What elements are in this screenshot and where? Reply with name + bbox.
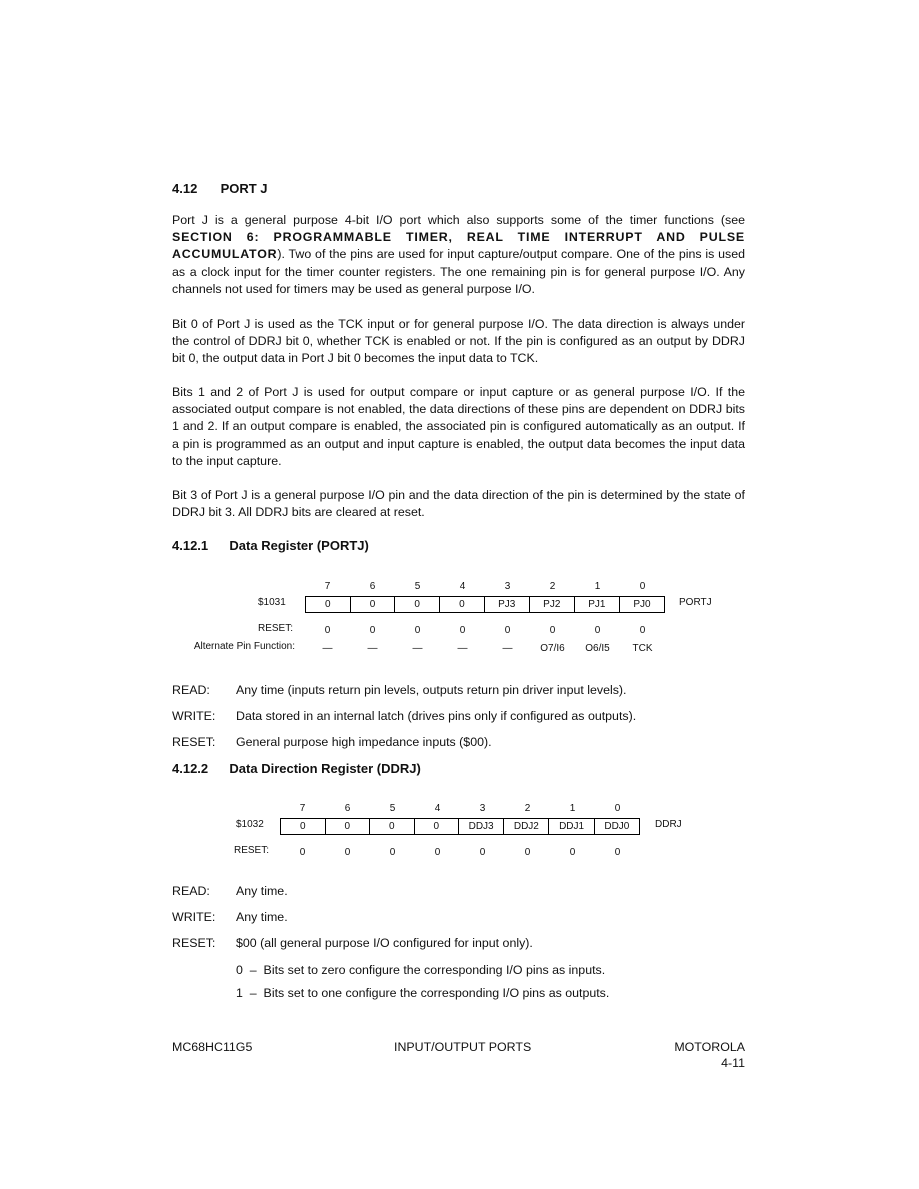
reset-value: 0	[614, 847, 621, 858]
portj-read-text: Any time (inputs return pin levels, outputs return pin driver input levels).	[236, 683, 627, 697]
bit-number: 2	[549, 581, 556, 592]
portj-write-text: Data stored in an internal latch (drives pins only if configured as outputs).	[236, 709, 637, 723]
section-number: 4.12	[172, 181, 198, 196]
alternate-function: —	[502, 643, 513, 654]
paragraph-intro-post: ). Two of the pins are used for input capture/output compare. One of the pins is used as a clock input for the timer counter registers. The one remaining pin is for general purpose I/O. Any channels not used for timers may be used as general purpose I/O.	[172, 247, 745, 296]
ddrj-read-label: READ:	[172, 884, 210, 898]
alternate-function: —	[322, 643, 333, 654]
portj-write-label: WRITE:	[172, 709, 216, 723]
bit-number: 1	[594, 581, 601, 592]
portj-register-name: PORTJ	[679, 597, 712, 608]
register-cell: 0	[395, 597, 440, 613]
portj-reset-row-label: RESET:	[172, 735, 216, 749]
paragraph-intro-pre: Port J is a general purpose 4-bit I/O port which also supports some of the timer functions (see	[172, 213, 745, 227]
subsection-heading-ddrj	[172, 761, 421, 776]
bit-number: 4	[434, 803, 441, 814]
bit-number: 0	[639, 581, 646, 592]
ddrj-register-name: DDRJ	[655, 819, 682, 830]
reset-value: 0	[524, 847, 531, 858]
subsection-title: Data Register (PORTJ)	[229, 538, 369, 553]
reset-value: 0	[414, 625, 421, 636]
portj-bit-numbers	[305, 579, 665, 594]
ddrj-write-label: WRITE:	[172, 910, 216, 924]
alternate-function: TCK	[632, 643, 653, 654]
bit-number: 3	[479, 803, 486, 814]
bit-number: 5	[414, 581, 421, 592]
paragraph-bit0: Bit 0 of Port J is used as the TCK input or for general purpose I/O. The data direction is always under the control of DDRJ bit 0, whether TCK is enabled or not. If the pin is configured as an output by DDRJ bit 0, the output data in Port J bit 0 becomes the input data to TCK.	[172, 317, 745, 366]
portj-read-label: READ:	[172, 683, 210, 697]
reset-value: 0	[344, 847, 351, 858]
portj-address: $1031	[258, 597, 286, 608]
bit-number: 0	[614, 803, 621, 814]
register-cell: 0	[370, 819, 415, 835]
ddrj-read-text: Any time.	[236, 884, 288, 898]
ddrj-note-zero: 0 – Bits set to zero configure the corresponding I/O pins as inputs.	[236, 963, 606, 977]
portj-alternate-label: Alternate Pin Function:	[193, 641, 295, 652]
section-heading	[172, 181, 268, 196]
reset-value: 0	[369, 625, 376, 636]
paragraph-intro	[172, 212, 745, 298]
reset-value: 0	[639, 625, 646, 636]
reset-value: 0	[479, 847, 486, 858]
ddrj-note-one: 1 – Bits set to one configure the corresponding I/O pins as outputs.	[236, 986, 610, 1000]
section-title: PORT J	[220, 181, 268, 196]
footer-chapter-title: INPUT/OUTPUT PORTS	[394, 1040, 532, 1054]
register-cell: PJ1	[574, 597, 619, 613]
ddrj-reset-values	[280, 845, 640, 860]
reset-value: 0	[389, 847, 396, 858]
alternate-function: O6/I5	[585, 643, 610, 654]
subsection-title: Data Direction Register (DDRJ)	[229, 761, 421, 776]
register-cell: PJ2	[529, 597, 574, 613]
paragraph-bit3: Bit 3 of Port J is a general purpose I/O pin and the data direction of the pin is determined by the state of DDRJ bit 3. All DDRJ bits are cleared at reset.	[172, 488, 745, 520]
paragraph-bits12: Bits 1 and 2 of Port J is used for output compare or input capture or as general purpose I/O. If the associated output compare is not enabled, the data directions of these pins are dependent on DDRJ bits 1 and 2. If an output compare is enabled, the associated pin is configured automatically as an output. If a pin is programmed as an output and input capture is enabled, the output data becomes the input data to the input capture.	[172, 385, 745, 468]
register-cell: 0	[281, 819, 326, 835]
bit-number: 3	[504, 581, 511, 592]
bit-number: 6	[344, 803, 351, 814]
reset-value: 0	[324, 625, 331, 636]
portj-reset-text: General purpose high impedance inputs ($00).	[236, 735, 492, 749]
alternate-function: —	[457, 643, 468, 654]
alternate-function: —	[412, 643, 423, 654]
reset-value: 0	[569, 847, 576, 858]
subsection-number: 4.12.1	[172, 538, 209, 553]
footer-brand: MOTOROLA	[674, 1040, 745, 1054]
register-cell: DDJ2	[504, 819, 549, 835]
subsection-heading-portj	[172, 538, 369, 553]
bit-number: 7	[299, 803, 306, 814]
subsection-number: 4.12.2	[172, 761, 209, 776]
section-reference: SECTION 6: PROGRAMMABLE TIMER, REAL TIME INTERRUPT AND PULSE ACCUMULATOR	[172, 230, 745, 262]
reset-value: 0	[299, 847, 306, 858]
bit-number: 4	[459, 581, 466, 592]
register-cell: 0	[325, 819, 370, 835]
bit-number: 5	[389, 803, 396, 814]
register-cell: 0	[350, 597, 395, 613]
bit-number: 6	[369, 581, 376, 592]
register-cell: DDJ1	[549, 819, 594, 835]
reset-value: 0	[594, 625, 601, 636]
register-cell: PJ3	[484, 597, 529, 613]
bit-number: 7	[324, 581, 331, 592]
ddrj-reset-row-label: RESET:	[172, 936, 216, 950]
register-cell: 0	[414, 819, 459, 835]
portj-register-cells	[305, 596, 665, 613]
reset-value: 0	[459, 625, 466, 636]
reset-value: 0	[434, 847, 441, 858]
register-cell: 0	[440, 597, 485, 613]
reset-value: 0	[504, 625, 511, 636]
register-cell: DDJ3	[459, 819, 504, 835]
alternate-function: —	[367, 643, 378, 654]
portj-alternate-functions	[305, 641, 665, 656]
register-cell: DDJ0	[594, 819, 639, 835]
alternate-function: O7/I6	[540, 643, 565, 654]
footer-page-number: 4-11	[721, 1056, 745, 1070]
portj-reset-values	[305, 623, 665, 638]
ddrj-reset-text: $00 (all general purpose I/O configured for input only).	[236, 936, 533, 950]
ddrj-write-text: Any time.	[236, 910, 288, 924]
footer-part-number: MC68HC11G5	[172, 1040, 253, 1054]
reset-value: 0	[549, 625, 556, 636]
ddrj-address: $1032	[236, 819, 264, 830]
ddrj-reset-label: RESET:	[233, 845, 269, 856]
register-cell: PJ0	[619, 597, 664, 613]
ddrj-bit-numbers	[280, 801, 640, 816]
bit-number: 1	[569, 803, 576, 814]
portj-reset-label: RESET:	[257, 623, 293, 634]
register-cell: 0	[306, 597, 351, 613]
bit-number: 2	[524, 803, 531, 814]
ddrj-register-cells	[280, 818, 640, 835]
